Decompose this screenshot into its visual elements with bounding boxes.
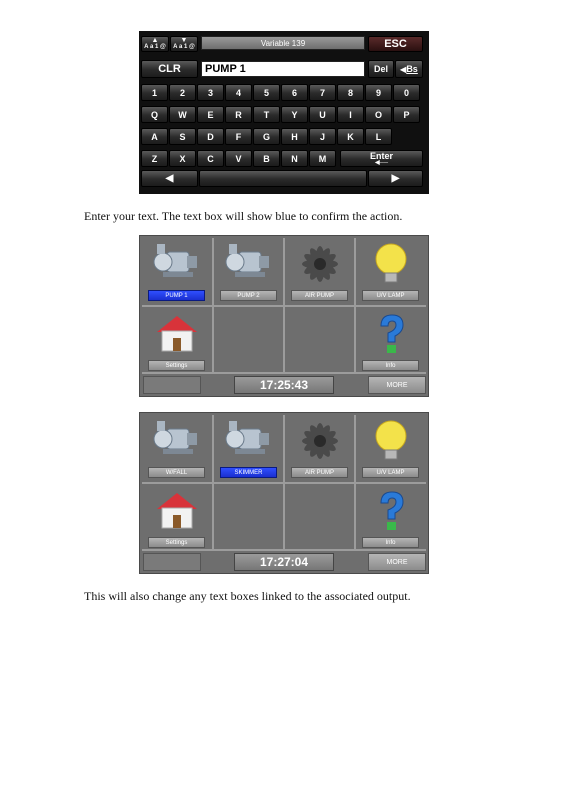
cell-info[interactable]: [355, 307, 426, 375]
clock-display: 17:25:43: [234, 376, 334, 394]
key-g[interactable]: G: [253, 128, 280, 145]
pump-icon: [225, 242, 273, 286]
more-button[interactable]: MORE: [368, 553, 426, 571]
house-icon: [153, 489, 201, 533]
pump-icon: [153, 242, 201, 286]
key-4[interactable]: 4: [225, 84, 252, 101]
pump-2-label[interactable]: PUMP 2: [220, 290, 277, 301]
key-8[interactable]: 8: [337, 84, 364, 101]
caption-1: Enter your text. The text box will show blue to confirm the action.: [84, 209, 403, 223]
key-7[interactable]: 7: [309, 84, 336, 101]
key-k[interactable]: K: [337, 128, 364, 145]
esc-button[interactable]: ESC: [368, 36, 423, 52]
key-c[interactable]: C: [197, 150, 224, 167]
key-i[interactable]: I: [337, 106, 364, 123]
bottom-bar: [142, 374, 426, 396]
lamp-icon: [367, 242, 415, 286]
cell-uv-lamp[interactable]: [355, 237, 426, 305]
key-2[interactable]: 2: [169, 84, 196, 101]
variable-label: Variable 139: [201, 36, 365, 50]
bottom-bar: [142, 551, 426, 573]
key-s[interactable]: S: [169, 128, 196, 145]
key-5[interactable]: 5: [253, 84, 280, 101]
case-key-1[interactable]: ▲ A a 1 @: [141, 36, 169, 52]
cell-waterfall[interactable]: [141, 414, 212, 482]
key-q[interactable]: Q: [141, 106, 168, 123]
key-a[interactable]: A: [141, 128, 168, 145]
key-z[interactable]: Z: [141, 150, 168, 167]
key-p[interactable]: P: [393, 106, 420, 123]
key-1[interactable]: 1: [141, 84, 168, 101]
question-icon: [367, 312, 415, 356]
lamp-icon: [367, 419, 415, 463]
pump-icon: [153, 419, 201, 463]
key-m[interactable]: M: [309, 150, 336, 167]
chevron-up-icon: ▲: [151, 37, 159, 44]
key-0[interactable]: 0: [393, 84, 420, 101]
cell-uv-lamp[interactable]: [355, 414, 426, 482]
key-3[interactable]: 3: [197, 84, 224, 101]
fan-icon: [296, 419, 344, 463]
cell-air-pump[interactable]: [284, 237, 355, 305]
settings-label[interactable]: Settings: [148, 537, 205, 548]
keyboard-panel: [139, 31, 429, 194]
key-f[interactable]: F: [225, 128, 252, 145]
info-label[interactable]: Info: [362, 537, 419, 548]
uv-lamp-label[interactable]: U/V LAMP: [362, 467, 419, 478]
fan-icon: [296, 242, 344, 286]
air-pump-label[interactable]: AIR PUMP: [291, 290, 348, 301]
waterfall-label[interactable]: W/FALL: [148, 467, 205, 478]
key-t[interactable]: T: [253, 106, 280, 123]
pump-1-label[interactable]: PUMP 1: [148, 290, 205, 301]
key-y[interactable]: Y: [281, 106, 308, 123]
key-6[interactable]: 6: [281, 84, 308, 101]
left-arrow-button[interactable]: ◀: [141, 170, 198, 187]
key-h[interactable]: H: [281, 128, 308, 145]
right-arrow-button[interactable]: ▶: [368, 170, 423, 187]
backspace-button[interactable]: ◀ Bs: [395, 60, 423, 78]
del-button[interactable]: Del: [368, 60, 394, 78]
key-o[interactable]: O: [365, 106, 392, 123]
backspace-arrow-icon: ◀: [400, 64, 407, 74]
enter-button[interactable]: Enter ◀──: [340, 150, 423, 167]
key-w[interactable]: W: [169, 106, 196, 123]
cell-settings[interactable]: [141, 307, 212, 375]
air-pump-label[interactable]: AIR PUMP: [291, 467, 348, 478]
info-label[interactable]: Info: [362, 360, 419, 371]
key-x[interactable]: X: [169, 150, 196, 167]
key-b[interactable]: B: [253, 150, 280, 167]
uv-lamp-label[interactable]: U/V LAMP: [362, 290, 419, 301]
key-v[interactable]: V: [225, 150, 252, 167]
cell-skimmer[interactable]: [213, 414, 284, 482]
key-n[interactable]: N: [281, 150, 308, 167]
cell-pump-1[interactable]: [141, 237, 212, 305]
skimmer-label[interactable]: SKIMMER: [220, 467, 277, 478]
blank-button[interactable]: [143, 376, 201, 394]
cell-air-pump[interactable]: [284, 414, 355, 482]
clock-display: 17:27:04: [234, 553, 334, 571]
more-button[interactable]: MORE: [368, 376, 426, 394]
chevron-down-icon: ▼: [180, 37, 188, 44]
cell-info[interactable]: [355, 484, 426, 552]
key-j[interactable]: J: [309, 128, 336, 145]
key-d[interactable]: D: [197, 128, 224, 145]
output-panel-2: [139, 412, 429, 574]
key-9[interactable]: 9: [365, 84, 392, 101]
key-l[interactable]: L: [365, 128, 392, 145]
pump-icon: [225, 419, 273, 463]
house-icon: [153, 312, 201, 356]
clr-button[interactable]: CLR: [141, 60, 198, 78]
caption-2: This will also change any text boxes linked to the associated output.: [84, 589, 411, 603]
key-r[interactable]: R: [225, 106, 252, 123]
key-u[interactable]: U: [309, 106, 336, 123]
space-bar[interactable]: [199, 170, 367, 187]
cell-settings[interactable]: [141, 484, 212, 552]
settings-label[interactable]: Settings: [148, 360, 205, 371]
question-icon: [367, 489, 415, 533]
enter-arrow-icon: ◀──: [374, 160, 389, 166]
blank-button[interactable]: [143, 553, 201, 571]
key-e[interactable]: E: [197, 106, 224, 123]
output-panel-1: [139, 235, 429, 397]
text-input[interactable]: PUMP 1: [201, 61, 365, 77]
case-key-2[interactable]: ▼ A a 1 @: [170, 36, 198, 52]
cell-pump-2[interactable]: [213, 237, 284, 305]
